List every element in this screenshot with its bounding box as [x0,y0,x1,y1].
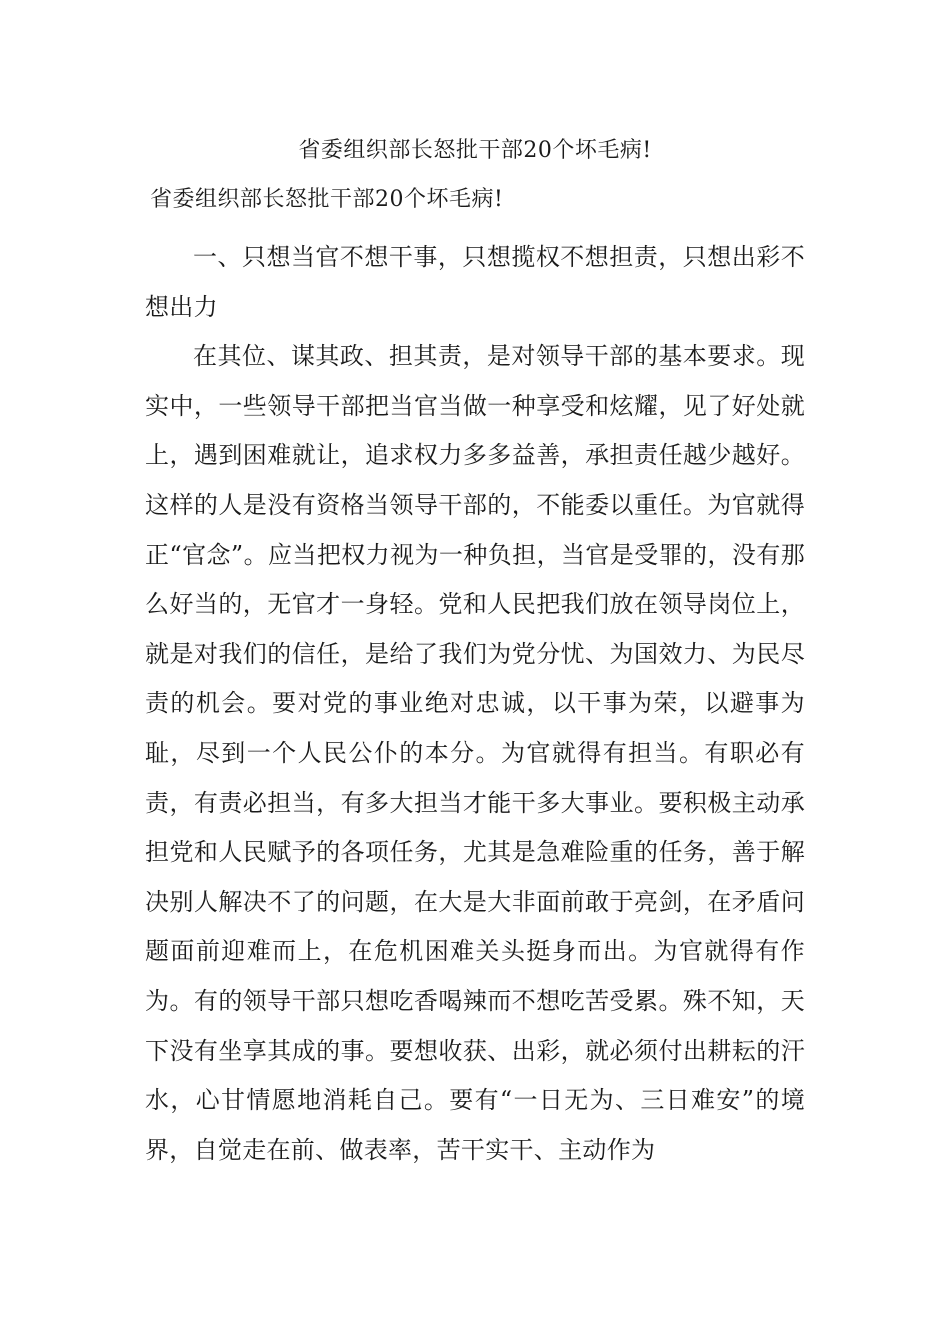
section-heading: 一、只想当官不想干事，只想揽权不想担责，只想出彩不想出力 [145,243,805,321]
body-paragraph: 在其位、谋其政、担其责，是对领导干部的基本要求。现实中，一些领导干部把当官当做一种享受和炫耀，见了好处就上，遇到困难就让，追求权力多多益善，承担责任越少越好。这样的人是没有资格当领导干部的，不能委以重任。为官就得正“官念”。应当把权力视为一种负担，当官是受罪的，没有那么好当的，无官才一身轻。党和人民把我们放在领导岗位上，就是对我们的信任，是给了我们为党分忧、为国效力、为民尽责的机会。要对党的事业绝对忠诚，以干事为荣，以避事为耻，尽到一个人民公仆的本分。为官就得有担当。有职必有责，有责必担当，有多大担当才能干多大事业。要积极主动承担党和人民赋予的各项任务，尤其是急难险重的任务，善于解决别人解决不了的问题，在大是大非面前敢于亮剑，在矛盾问题面前迎难而上，在危机困难关头挺身而出。为官就得有作为。有的领导干部只想吃香喝辣而不想吃苦受累。殊不知，天下没有坐享其成的事。要想收获、出彩，就必须付出耕耘的汗水，心甘情愿地消耗自己。要有“一日无为、三日难安”的境界，自觉走在前、做表率，苦干实干、主动作为 [145,342,805,1164]
document-title: 省委组织部长怒批干部20个坏毛病! [150,187,504,212]
document-body [145,233,805,1175]
document-title-centered: 省委组织部长怒批干部20个坏毛病! [298,138,652,163]
